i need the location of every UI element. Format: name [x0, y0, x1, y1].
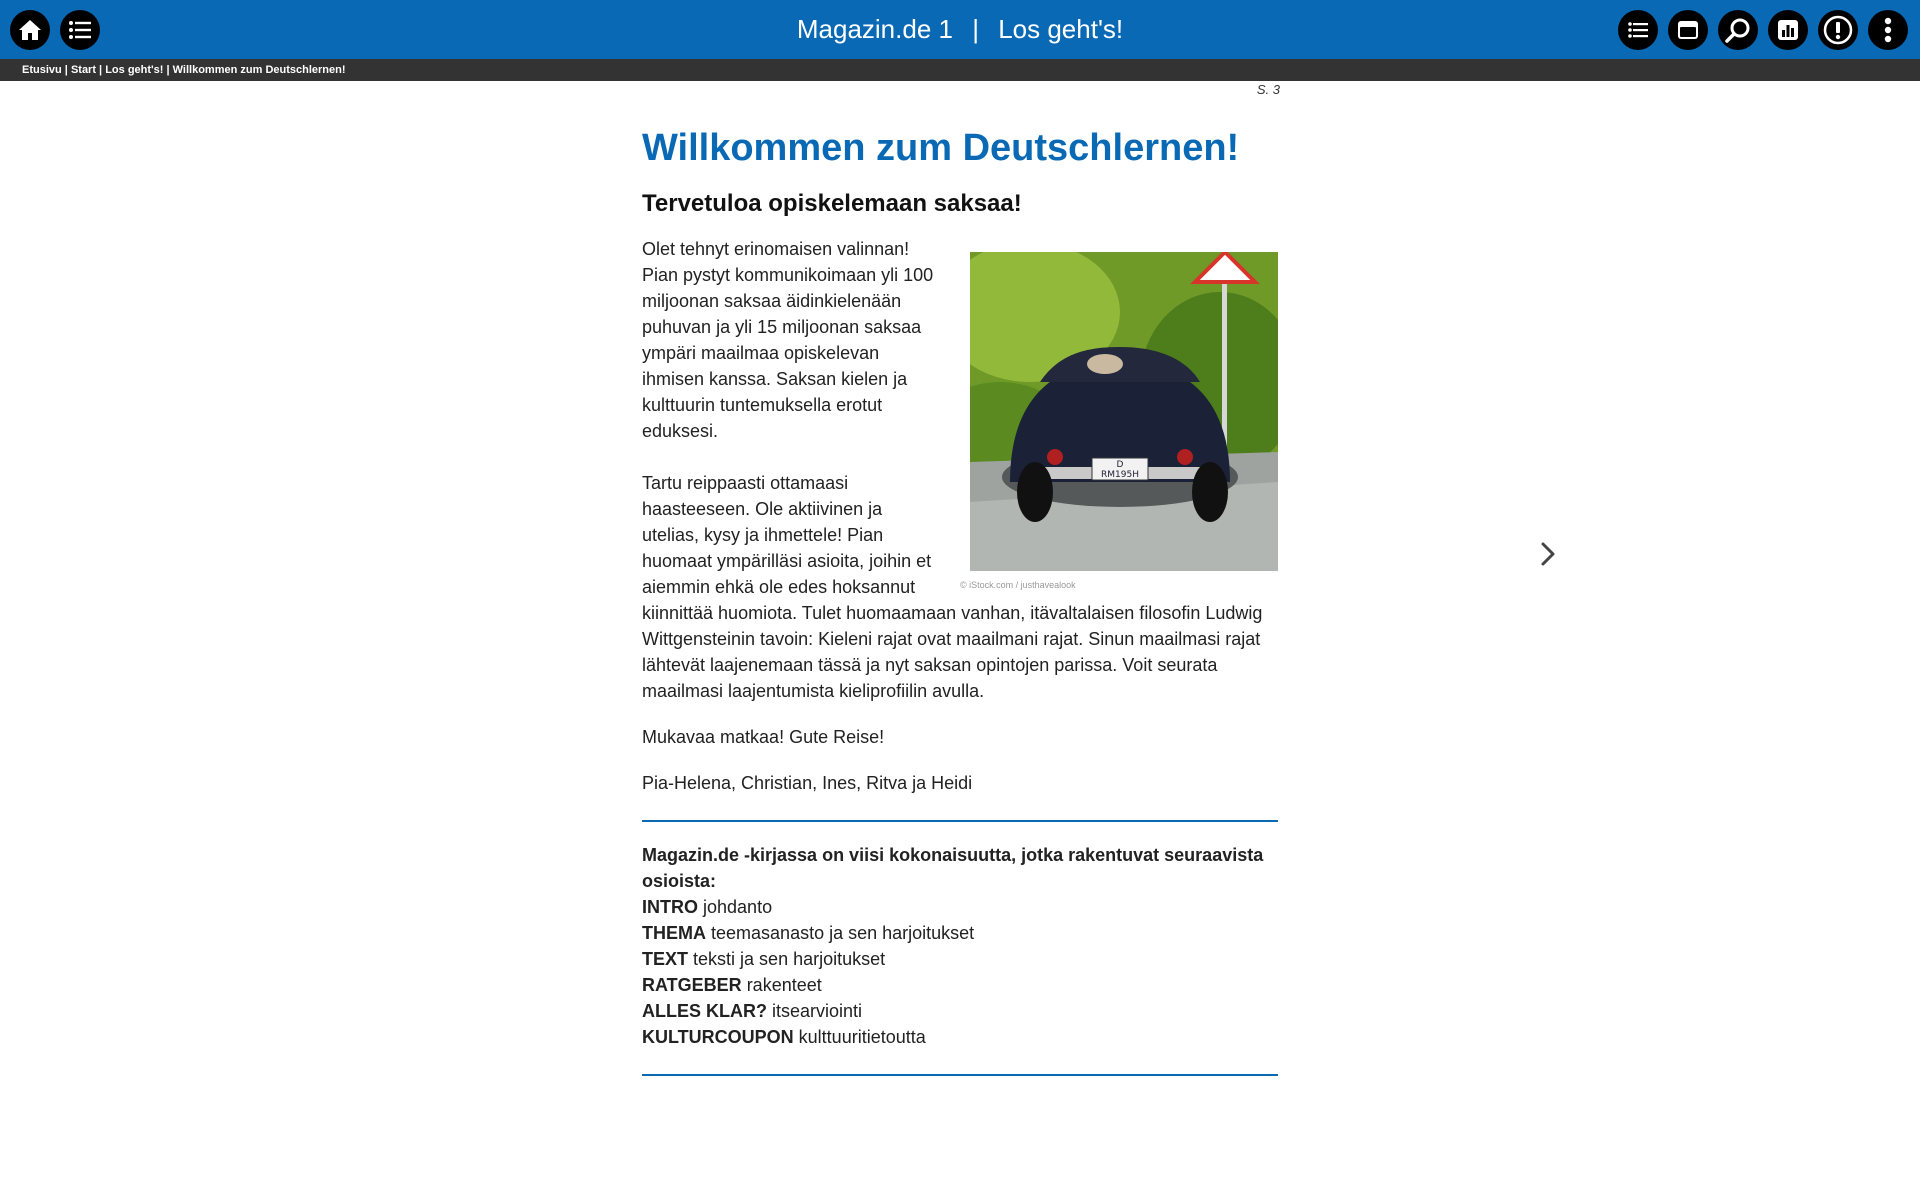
home-icon: [18, 19, 42, 41]
page-number: S. 3: [1256, 82, 1280, 97]
figure: [960, 252, 1278, 591]
section-name: KULTURCOUPON: [642, 1027, 794, 1047]
more-options-button[interactable]: [1868, 10, 1908, 50]
breadcrumb-separator: |: [96, 64, 106, 76]
breadcrumb-separator: |: [61, 64, 71, 76]
section-name: ALLES KLAR?: [642, 1001, 767, 1021]
beetle-convertible-photo[interactable]: [970, 252, 1278, 571]
search-button[interactable]: [1718, 10, 1758, 50]
chevron-right-icon: [1534, 557, 1562, 574]
image-credit: © iStock.com / justhavealook: [960, 580, 1076, 590]
section-item-ratgeber: [642, 972, 1278, 998]
farewell-text: Mukavaa matkaa! Gute Reise!: [642, 727, 885, 747]
list-icon: [1628, 22, 1648, 38]
section-name: RATGEBER: [642, 975, 742, 995]
section-item-kulturcoupon: [642, 1024, 1278, 1050]
chapter-title: Los geht's!: [998, 14, 1124, 44]
section-name: THEMA: [642, 923, 706, 943]
article-body: [642, 236, 1278, 796]
alert-icon: [1823, 15, 1853, 45]
page-title: Willkommen zum Deutschlernen!: [642, 127, 1240, 169]
section-divider-top: [642, 820, 1278, 822]
section-item-thema: [642, 920, 1278, 946]
section-desc: rakenteet: [746, 975, 822, 995]
section-name: TEXT: [642, 949, 689, 969]
more-vertical-icon: [1884, 17, 1892, 43]
search-icon: [1725, 17, 1751, 43]
main-content: [642, 120, 1278, 1076]
authors-signature: Pia-Helena, Christian, Ines, Ritva ja Heidi: [642, 773, 973, 793]
breadcrumb: [0, 59, 1920, 81]
breadcrumb-separator: |: [163, 64, 173, 76]
book-title: Magazin.de 1: [796, 14, 953, 44]
top-app-bar: [0, 0, 1920, 59]
section-desc: teemasanasto ja sen harjoitukset: [711, 923, 975, 943]
calendar-icon: [1677, 20, 1699, 40]
chart-icon: [1777, 19, 1799, 41]
page-subtitle: Tervetuloa opiskelemaan saksaa!: [642, 190, 1022, 217]
section-desc: teksti ja sen harjoitukset: [693, 949, 886, 969]
statistics-button[interactable]: [1768, 10, 1808, 50]
table-of-contents-button[interactable]: [60, 10, 100, 50]
title-separator: |: [972, 14, 979, 44]
calendar-button[interactable]: [1668, 10, 1708, 50]
section-item-text: [642, 946, 1278, 972]
license-plate-number: RM195H: [1101, 470, 1139, 480]
breadcrumb-home[interactable]: Etusivu: [22, 64, 62, 76]
section-name: INTRO: [642, 897, 698, 917]
breadcrumb-start[interactable]: Start: [70, 64, 96, 76]
section-desc: itsearviointi: [772, 1001, 863, 1021]
book-structure-box: [642, 842, 1278, 1050]
menu-list-icon: [69, 21, 91, 39]
home-button[interactable]: [10, 10, 50, 50]
section-item-alles-klar: [642, 998, 1278, 1024]
challenge-paragraph: Tartu reippaasti ottamaasi haasteeseen. Ole aktiivinen ja utelias, kysy ja ihmettele! Pian huomaat ympärilläsi asioita, joihin et aiemmin ehkä ole edes hoksannut kiinnittää huomiota. Tulet huomaamaan vanhan, itävaltalaisen filosofin Ludwig Wittgensteinin tavoin: Kieleni rajat ovat maailmani rajat. Sinun maailmasi rajat lähtevät laajenemaan tässä ja nyt saksan opintojen parissa. Voit seurata maailmasi laajentumista kieliprofiilin avulla.: [642, 473, 1263, 701]
list-button[interactable]: [1618, 10, 1658, 50]
alert-button[interactable]: [1818, 10, 1858, 50]
intro-paragraph: Olet tehnyt erinomaisen valinnan! Pian pystyt kommunikoimaan yli 100 miljoonan saksaa äidinkielenään puhuvan ja yli 15 miljoonan saksaa ympäri maailmaa opiskelevan ihmisen kanssa. Saksan kielen ja kulttuurin tuntemuksella erotut eduksesi.: [642, 239, 934, 441]
section-divider-bottom: [642, 1074, 1278, 1076]
section-item-intro: [642, 894, 1278, 920]
section-desc: kulttuuritietoutta: [798, 1027, 926, 1047]
section-desc: johdanto: [703, 897, 773, 917]
next-page-button[interactable]: [1534, 538, 1562, 570]
breadcrumb-current: Willkommen zum Deutschlernen!: [172, 64, 346, 76]
license-plate-country: D: [1116, 460, 1124, 470]
breadcrumb-chapter[interactable]: Los geht's!: [105, 64, 164, 76]
structure-intro: Magazin.de -kirjassa on viisi kokonaisuutta, jotka rakentuvat seuraavista osioista:: [642, 845, 1264, 891]
